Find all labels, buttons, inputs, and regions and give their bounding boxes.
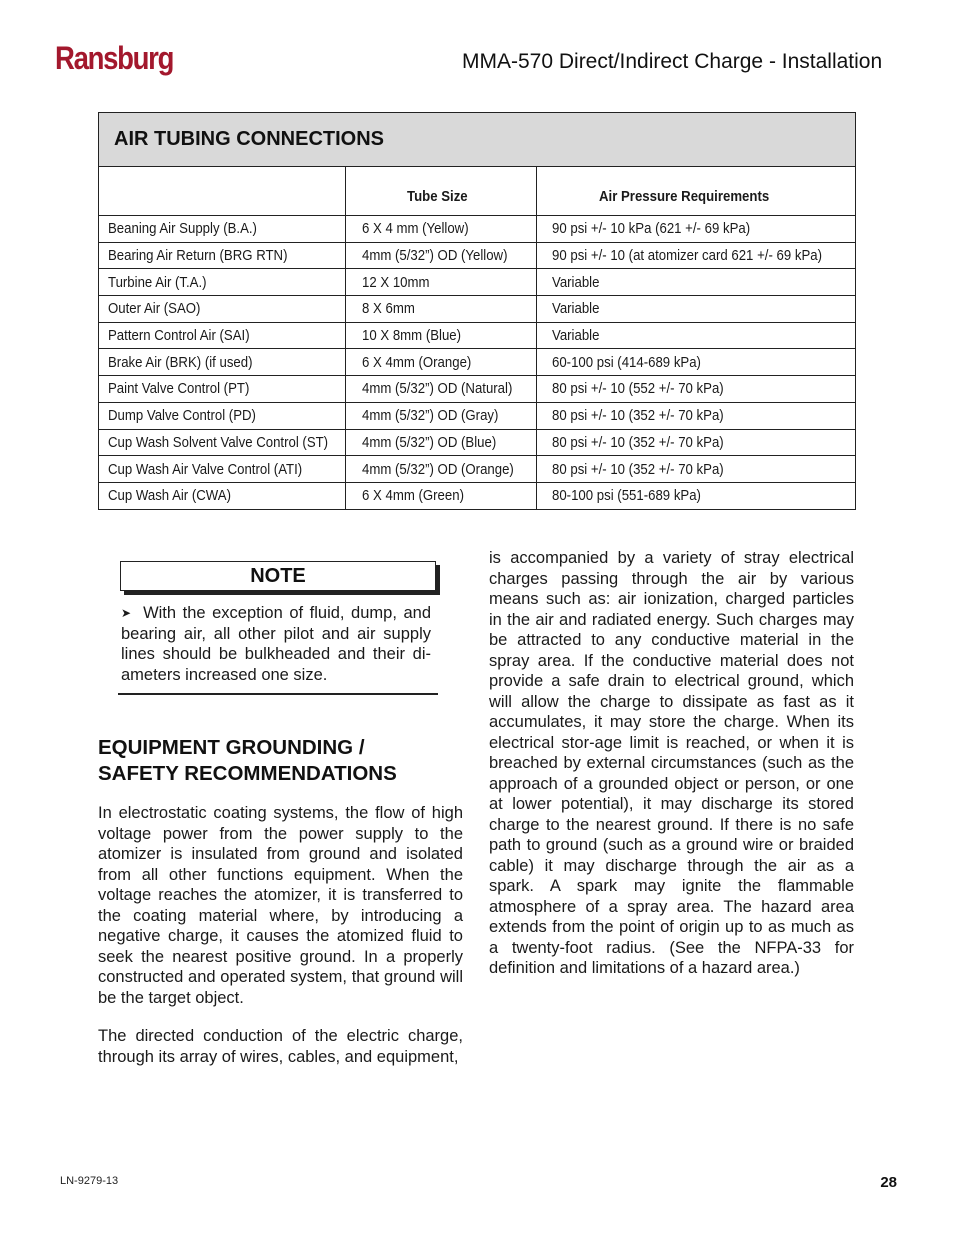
table-row <box>99 456 855 483</box>
table-row <box>99 483 855 509</box>
cell-air-pressure: 80-100 psi (551-689 kPa) <box>552 487 701 505</box>
paragraph-electrostatic-systems: In electrostatic coating systems, the flow of high voltage power from the power supply to the atomizer is insulated from ground and isolated from all other functions equipment. When the voltage reaches the atomizer, it is transferred to the coating material where, by introducing a negative charge, it causes the atomized fluid to seek the nearest positive ground. In a properly constructed and operated system, that ground will be the target object. <box>98 804 463 1007</box>
document-title: MMA-570 Direct/Indirect Charge - Installation <box>462 50 883 73</box>
table-body <box>99 216 855 509</box>
cell-tube-size: 4mm (5/32”) OD (Gray) <box>346 403 537 429</box>
note-label-box <box>120 561 436 591</box>
cell-tube-size: 6 X 4mm (Orange) <box>346 349 537 375</box>
table-row <box>99 376 855 403</box>
table-header-row <box>99 167 855 216</box>
cell-connection: Brake Air (BRK) (if used) <box>99 349 346 375</box>
cell-tube-size: 8 X 6mm <box>346 296 537 322</box>
cell-connection: Cup Wash Air (CWA) <box>99 483 346 509</box>
note-bottom-rule <box>118 693 438 695</box>
column-header-connection <box>99 167 346 215</box>
cell-air-pressure: 80 psi +/- 10 (352 +/- 70 kPa) <box>552 460 724 478</box>
cell-tube-size: 4mm (5/32”) OD (Blue) <box>346 430 537 456</box>
arrowhead-bullet-icon: ➤ <box>121 606 132 620</box>
note-label: NOTE <box>250 564 306 587</box>
cell-tube-size: 4mm (5/32”) OD (Yellow) <box>346 243 537 269</box>
cell-air-pressure: 90 psi +/- 10 kPa (621 +/- 69 kPa) <box>552 220 751 238</box>
cell-connection: Beaning Air Supply (B.A.) <box>99 216 346 242</box>
table-row <box>99 243 855 270</box>
cell-air-pressure: Variable <box>552 327 600 345</box>
cell-connection: Bearing Air Return (BRG RTN) <box>99 243 346 269</box>
cell-connection: Dump Valve Control (PD) <box>99 403 346 429</box>
table-row <box>99 349 855 376</box>
section-heading <box>98 735 468 787</box>
cell-tube-size: 6 X 4 mm (Yellow) <box>346 216 537 242</box>
column-header-tube-size: Tube Size <box>346 167 537 215</box>
note-text-block <box>121 603 431 685</box>
cell-air-pressure: 80 psi +/- 10 (552 +/- 70 kPa) <box>552 380 724 398</box>
table-row <box>99 296 855 323</box>
cell-connection: Cup Wash Solvent Valve Control (ST) <box>99 430 346 456</box>
table-row <box>99 269 855 296</box>
cell-air-pressure: 60-100 psi (414-689 kPa) <box>552 353 701 371</box>
brand-logo: Ransburg <box>55 40 174 76</box>
cell-tube-size: 4mm (5/32”) OD (Natural) <box>346 376 537 402</box>
cell-connection: Cup Wash Air Valve Control (ATI) <box>99 456 346 482</box>
table-row <box>99 216 855 243</box>
table-row <box>99 403 855 430</box>
section-heading-line-2: SAFETY RECOMMENDATIONS <box>98 762 397 785</box>
cell-air-pressure: Variable <box>552 300 600 318</box>
cell-tube-size: 12 X 10mm <box>346 269 537 295</box>
note-text: With the exception of fluid, dump, and bearing air, all other pilot and air supply lines should be bulkheaded and their di-ameters increased one size. <box>121 604 431 684</box>
table-row <box>99 430 855 457</box>
cell-connection: Pattern Control Air (SAI) <box>99 323 346 349</box>
air-tubing-table <box>98 112 856 510</box>
table-row <box>99 323 855 350</box>
cell-connection: Turbine Air (T.A.) <box>99 269 346 295</box>
document-code: LN-9279-13 <box>60 1175 119 1187</box>
column-header-air-pressure: Air Pressure Requirements <box>599 188 770 205</box>
cell-connection: Paint Valve Control (PT) <box>99 376 346 402</box>
cell-air-pressure: 80 psi +/- 10 (352 +/- 70 kPa) <box>552 407 724 425</box>
paragraph-directed-conduction: The directed conduction of the electric charge, through its array of wires, cables, and equipment, <box>98 1027 463 1066</box>
cell-air-pressure: 80 psi +/- 10 (352 +/- 70 kPa) <box>552 433 724 451</box>
cell-tube-size: 4mm (5/32”) OD (Orange) <box>346 456 537 482</box>
cell-air-pressure: Variable <box>552 273 600 291</box>
paragraph-stray-charges: is accompanied by a variety of stray electrical charges passing through the air by various means such as: air ionization, charged particles in the air and radiated energy. Such charges may be attracted to any conductive material in the spray area. If the conductive material does not provide a safe drain to electrical ground, which will allow the charge to dissipate as fast as it accumulates, it may store the charge. When its electrical stor-age limit is reached, or when it is breached by external circumstances (such as the approach of a grounded object or person, or one at lower potential), it may discharge its stored charge to the nearest ground. If there is no safe path to ground (such as a ground wire or braided cable) it may discharge through the air as a spark. A spark may ignite the flammable atmosphere of a spray area. The hazard area extends from the point of origin up to as much as a twenty-foot radius. (See the NFPA-33 for definition and limitations of a hazard area.) <box>489 549 854 977</box>
cell-connection: Outer Air (SAO) <box>99 296 346 322</box>
section-heading-line-1: EQUIPMENT GROUNDING / <box>98 736 365 759</box>
table-heading: AIR TUBING CONNECTIONS <box>99 113 855 167</box>
cell-tube-size: 10 X 8mm (Blue) <box>346 323 537 349</box>
cell-air-pressure: 90 psi +/- 10 (at atomizer card 621 +/- 69 kPa) <box>552 247 823 265</box>
page-number: 28 <box>880 1174 897 1191</box>
cell-tube-size: 6 X 4mm (Green) <box>346 483 537 509</box>
